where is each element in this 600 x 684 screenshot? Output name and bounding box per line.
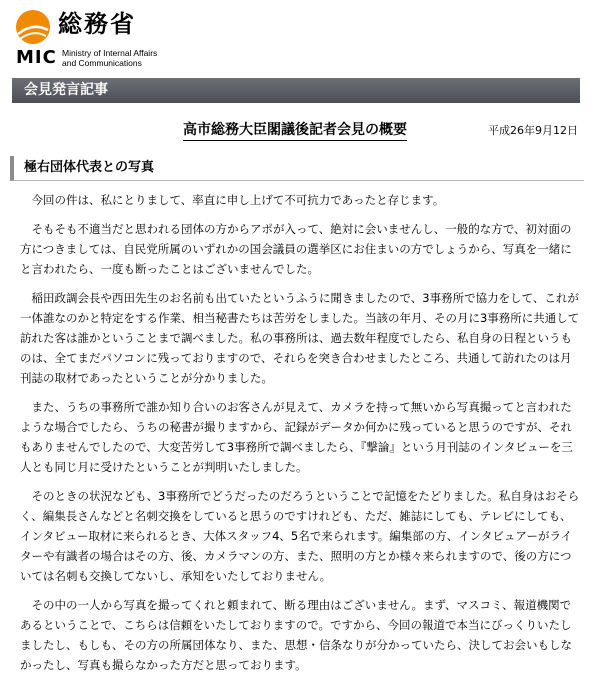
org-english-line2: and Communications xyxy=(62,58,142,68)
article-body xyxy=(20,190,580,684)
paragraph: そもそも不適当だと思われる団体の方からアポが入って、絶対に会いませんし、一般的な方で、初対面の方につきましては、自民党所属のいずれかの国会議員の選挙区にお住まいの方でしょうから、写真を一緒にと言われたら、一度も断ったことはございませんでした。 xyxy=(20,222,572,276)
article-date: 平成26年9月12日 xyxy=(488,124,578,137)
mic-logo[interactable] xyxy=(14,8,214,68)
org-abbr: MIC xyxy=(16,47,57,68)
org-name: 総務省 xyxy=(58,10,136,38)
section-label: 会見発言記事 xyxy=(24,82,108,98)
org-english-name xyxy=(62,48,157,68)
subheading xyxy=(10,156,584,181)
section-band xyxy=(12,78,580,103)
paragraph: 稲田政調会長や西田先生のお名前も出ていたというふうに聞きましたので、3事務所で協力をして、これが一体誰なのかと特定をする作業、相当秘書たちは苦労をしました。当該の年月、その月に3事務所に共通して訪れた客は誰かということまで調べました。私の事務所は、過去数年程度でしたら、私自身の日程というものは、全てまだパソコンに残っておりますので、それらを突き合わせましたところ、共通して訪れたのは月刊誌の取材であったということが分かりました。 xyxy=(20,291,580,385)
paragraph: そのときの状況なども、3事務所でどうだったのだろうということで記憶をたどりました。私自身はおそらく、編集長さんなどと名刺交換をしていると思うのですけれども、ただ、雑誌にしても、テレビにしても、インタビュー取材に来られるとき、大体スタッフ4、5名で来られます。編集部の方、インタビュアーがライターや有識者の場合はその方、後、カメラマンの方、また、照明の方とか様々来られますので、後の方については名刺も交換してないし、承知をいたしておりません。 xyxy=(20,489,580,583)
org-english-line1: Ministry of Internal Affairs xyxy=(62,48,158,58)
sun-logo-icon xyxy=(14,8,52,46)
paragraph: その中の一人から写真を撮ってくれと頼まれて、断る理由はございません。まず、マスコミ、報道機関であるということで、こちらは信頼をいたしておりますので。ですから、今回の報道で本当にびっくりいたしましたし、もしも、その方の所属団体なり、また、思想・信条なりが分かっていたら、決してお会いもしなかったし、写真も撮らなかった方だと思っております。 xyxy=(20,598,572,672)
paragraph: また、うちの事務所で誰か知り合いのお客さんが見えて、カメラを持って無いから写真撮ってと言われたような場合でしたら、うちの秘書が撮りますから、記録がデータか何かに残っていると思うのですが、それもありませんでしたので、大変苦労して3事務所で調べましたら、『撃論』という月刊誌のインタビューを三人とも同じ月に受けたということが判明いたしました。 xyxy=(20,400,573,474)
paragraph: 今回の件は、私にとりまして、率直に申し上げて不可抗力であったと存じます。 xyxy=(31,193,445,207)
page-title: 高市総務大臣閣議後記者会見の概要 xyxy=(183,121,407,141)
subheading-label: 極右団体代表との写真 xyxy=(24,160,155,175)
